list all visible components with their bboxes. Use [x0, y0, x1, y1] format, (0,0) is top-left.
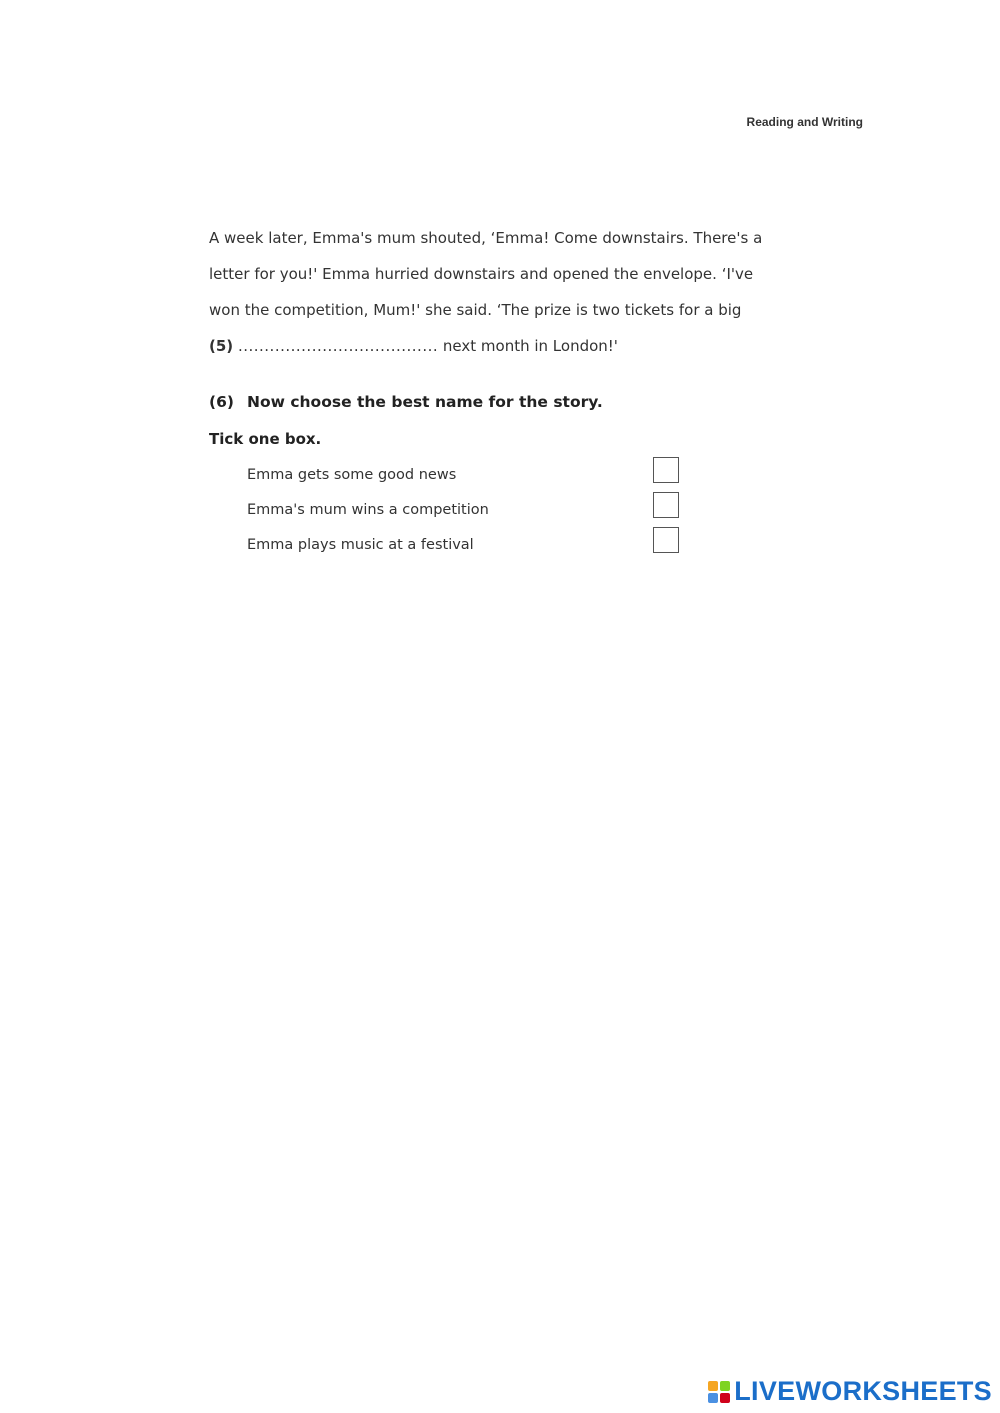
gap-number: (5): [209, 337, 234, 355]
liveworksheets-brand: [708, 1376, 992, 1407]
passage-gap-line: [209, 328, 809, 364]
question-instruction: Tick one box.: [209, 430, 322, 448]
question-title: [209, 393, 603, 411]
question-text: Now choose the best name for the story.: [247, 393, 603, 411]
logo-square: [708, 1381, 718, 1391]
option-row: [247, 457, 687, 492]
option-row: [247, 527, 687, 562]
tick-box[interactable]: [653, 527, 679, 553]
question-number: (6): [209, 393, 234, 411]
page-header-label: Reading and Writing: [746, 115, 863, 129]
logo-square: [708, 1393, 718, 1403]
gap-answer-blank[interactable]: ......................................: [237, 337, 439, 355]
option-label: Emma plays music at a festival: [247, 536, 474, 553]
passage-line: letter for you!' Emma hurried downstairs and opened the envelope. ‘I've: [209, 265, 754, 283]
option-row: [247, 492, 687, 527]
gap-following-text: next month in London!': [442, 337, 618, 355]
logo-square: [720, 1381, 730, 1391]
option-label: Emma's mum wins a competition: [247, 501, 489, 518]
answer-options: [247, 457, 687, 562]
brand-name: LIVEWORKSHEETS: [734, 1376, 992, 1406]
logo-square: [720, 1393, 730, 1403]
tick-box[interactable]: [653, 457, 679, 483]
story-passage: [209, 220, 809, 364]
passage-line: won the competition, Mum!' she said. ‘The prize is two tickets for a big: [209, 301, 742, 319]
option-label: Emma gets some good news: [247, 466, 457, 483]
tick-box[interactable]: [653, 492, 679, 518]
passage-line: A week later, Emma's mum shouted, ‘Emma! Come downstairs. There's a: [209, 229, 763, 247]
liveworksheets-logo-icon: [708, 1381, 730, 1403]
